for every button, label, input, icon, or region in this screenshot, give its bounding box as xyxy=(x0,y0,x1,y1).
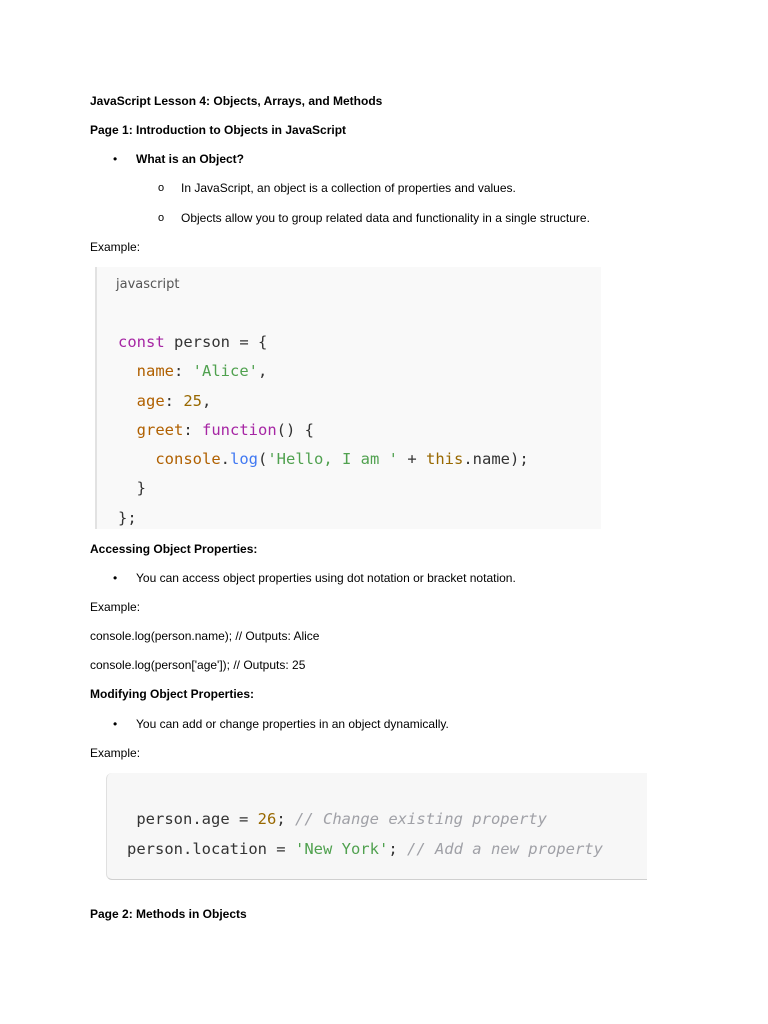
code-token: , xyxy=(258,362,268,381)
code-token: person = { xyxy=(164,333,268,351)
code-line xyxy=(118,509,137,527)
code-content xyxy=(127,804,603,864)
code-content xyxy=(118,328,529,533)
modifying-heading: Modifying Object Properties: xyxy=(90,687,255,701)
code-token: greet xyxy=(136,420,184,439)
code-token: this xyxy=(426,450,464,469)
code-token: 'New York' xyxy=(294,840,389,858)
code-token: : xyxy=(164,391,184,410)
document-title: JavaScript Lesson 4: Objects, Arrays, and Methods xyxy=(90,94,383,108)
code-token: ; xyxy=(388,840,407,858)
code-token: () { xyxy=(276,420,314,439)
sub-item-2: Objects allow you to group related data and functionality in a single structure. xyxy=(181,211,590,225)
access-example-line: console.log(person.name); // Outputs: Alice xyxy=(90,629,320,643)
code-token xyxy=(118,421,137,439)
access-example-line: console.log(person['age']); // Outputs: 25 xyxy=(90,658,306,672)
code-token: ( xyxy=(258,450,268,469)
what-is-object-item: What is an Object? xyxy=(136,152,245,166)
code-line xyxy=(118,333,267,351)
code-token: } xyxy=(118,479,146,498)
bullet-marker: • xyxy=(113,717,118,731)
example-label: Example: xyxy=(90,600,141,614)
code-token: 'Hello, I am ' xyxy=(267,450,398,469)
code-token: // Add a new property xyxy=(406,840,603,858)
code-token xyxy=(118,392,137,410)
code-token xyxy=(118,450,155,468)
modifying-bullet-item: You can add or change properties in an object dynamically. xyxy=(136,717,449,731)
sub-bullet-marker: o xyxy=(158,212,165,224)
code-token: name xyxy=(136,362,174,381)
sub-bullet-marker: o xyxy=(158,182,165,194)
accessing-bullet-item: You can access object properties using dot notation or bracket notation. xyxy=(136,571,516,585)
code-token: + xyxy=(398,450,426,469)
code-token: const xyxy=(118,333,165,351)
code-token: , xyxy=(202,391,212,410)
code-token: 26 xyxy=(257,810,277,828)
code-token: age xyxy=(136,391,165,410)
code-line xyxy=(118,479,146,497)
code-token: . xyxy=(220,450,230,469)
code-token: : xyxy=(174,362,193,381)
code-token: log xyxy=(230,450,258,469)
code-token: : xyxy=(183,420,203,439)
code-token: // Change existing property xyxy=(295,810,547,828)
code-block-modify xyxy=(106,773,647,880)
code-token: person.location = xyxy=(127,840,295,858)
bullet-marker: • xyxy=(113,152,118,166)
code-token: }; xyxy=(118,508,137,527)
bullet-marker: • xyxy=(113,571,118,585)
code-line xyxy=(118,450,529,468)
example-label: Example: xyxy=(90,240,141,254)
code-line xyxy=(127,840,603,858)
page2-heading: Page 2: Methods in Objects xyxy=(90,907,247,921)
page1-heading: Page 1: Introduction to Objects in JavaScript xyxy=(90,123,347,137)
code-line xyxy=(127,810,547,828)
code-language-label: javascript xyxy=(116,277,180,292)
code-token: function xyxy=(202,420,277,439)
code-token: ; xyxy=(276,810,295,828)
code-token: console xyxy=(155,450,221,469)
code-token: .name); xyxy=(463,450,529,469)
code-line xyxy=(118,392,211,410)
accessing-heading: Accessing Object Properties: xyxy=(90,542,258,556)
code-token: 'Alice' xyxy=(192,362,258,381)
code-line xyxy=(118,362,267,380)
example-label: Example: xyxy=(90,746,141,760)
code-token xyxy=(118,362,137,380)
code-token: person.age = xyxy=(127,810,258,828)
code-token: 25 xyxy=(183,391,203,410)
sub-item-1: In JavaScript, an object is a collection of properties and values. xyxy=(181,181,516,195)
code-line xyxy=(118,421,314,439)
code-block-object xyxy=(95,267,601,529)
